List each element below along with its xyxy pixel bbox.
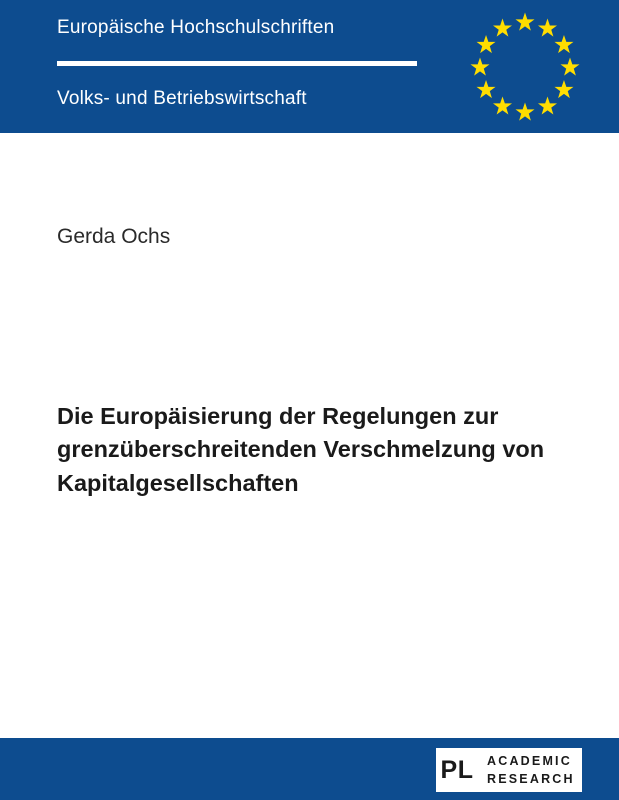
series-divider-rule — [57, 61, 417, 66]
page-title: Die Europäisierung der Regelungen zur grenzüberschreitenden Verschmelzung von Kapitalgesellschaften — [57, 403, 545, 496]
series-title: Europäische Hochschulschriften — [57, 17, 335, 38]
publisher-line-research: RESEARCH — [487, 772, 575, 786]
top-blue-band — [0, 0, 619, 133]
publisher-wordmark — [481, 748, 582, 792]
publisher-line-academic: ACADEMIC — [487, 753, 572, 768]
author-name: Gerda Ochs — [57, 225, 171, 248]
publisher-mark: PL — [436, 748, 481, 792]
eu-stars-icon — [455, 10, 595, 125]
publisher-logo — [436, 748, 582, 792]
series-subtitle: Volks- und Betriebswirtschaft — [57, 88, 307, 109]
